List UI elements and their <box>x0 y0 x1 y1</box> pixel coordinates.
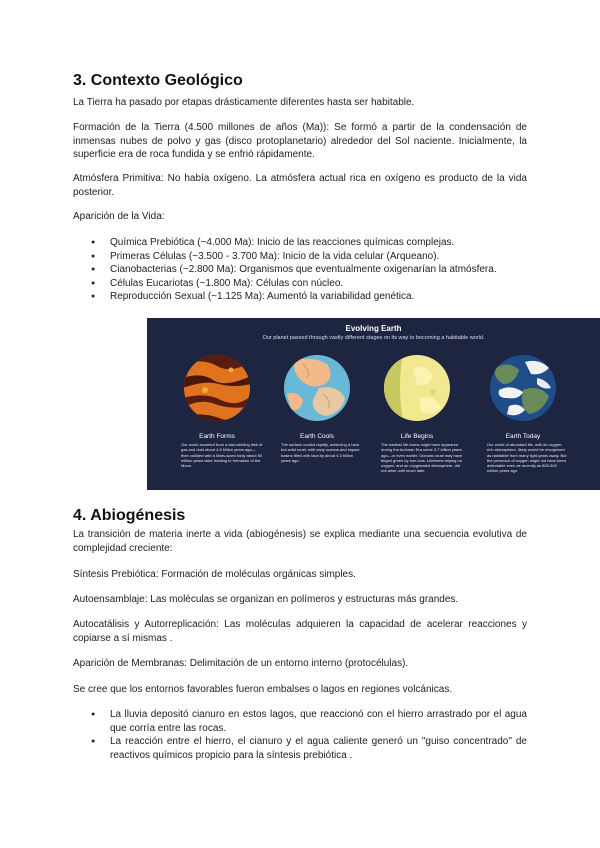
section-3-heading: 3. Contexto Geológico <box>73 72 243 89</box>
evolving-earth-figure <box>147 318 600 490</box>
planet-name: Life Begins <box>400 433 434 440</box>
sintesis-paragraph: Síntesis Prebiótica: Formación de moléculas orgánicas simples. <box>73 569 356 580</box>
list-item: ● Reproducción Sexual (~1.125 Ma): Aumentó la variabilidad genética. <box>73 290 527 304</box>
figure-subtitle: Our planet passed through vastly different stages on its way to becoming a habitable world. <box>262 335 485 341</box>
planet-name: Earth Forms <box>199 433 235 440</box>
aparicion-label: Aparición de la Vida: <box>73 211 165 222</box>
planet-name: Earth Today <box>505 433 541 440</box>
list-item: ● Química Prebiótica (~4.000 Ma): Inicio de las reacciones químicas complejas. <box>73 236 527 250</box>
planet-life-begins-image <box>383 354 451 422</box>
list-item: ● Cianobacterias (~2.800 Ma): Organismos que eventualmente oxigenarían la atmósfera. <box>73 263 527 277</box>
section-3-intro: La Tierra ha pasado por etapas drásticamente diferentes hasta ser habitable. <box>73 97 415 108</box>
list-item: ● La lluvia depositó cianuro en estos lagos, que reaccionó con el hierro arrastrado por el agua que corría entre las rocas. <box>73 708 527 735</box>
life-timeline-list <box>73 236 527 304</box>
section-4-intro: La transición de materia inerte a vida (abiogénesis) se explica mediante una secuencia evolutiva de complejidad creciente: <box>73 529 527 554</box>
planet-description: The earliest life-forms might have appeared during the Archean Era some 3.7 billion years ago—or even earlier. Oceanic crust may have tinged green by iron ions. Lifeforms relying on oxygen, and an oxygenated atmosphere, did not arise until much later. <box>381 442 463 474</box>
autocatalisis-paragraph: Autocatálisis y Autorreplicación: Las moléculas adquieren la capacidad de acelerar reacciones y copiarse a sí mismas . <box>73 619 527 644</box>
membranas-paragraph: Aparición de Membranas: Delimitación de un entorno interno (protocélulas). <box>73 658 409 669</box>
planet-description: Our world of abundant life, with its oxygen-rich atmosphere, likely would be recognized as habitable from many light-years away. But the presence of oxygen might not have been detectable even as recently as 800-500 million years ago. <box>487 442 567 474</box>
planet-earth-forms-image <box>183 354 251 422</box>
list-item: ● Células Eucariotas (~1.800 Ma): Células con núcleo. <box>73 277 527 291</box>
planet-description: The surface cooled rapidly, achieving a hard but solid crust, with early oceans and impact basins filled with lava by about 4.3 billion years ago. <box>281 442 360 463</box>
list-item: ● La reacción entre el hierro, el cianuro y el agua caliente generó un "guiso concentrado" de reactivos químicos propicio para la síntesis prebiótica . <box>73 735 527 762</box>
list-item: ● Primeras Células (~3.500 - 3.700 Ma): Inicio de la vida celular (Arqueano). <box>73 250 527 264</box>
figure-title: Evolving Earth <box>345 324 402 333</box>
atmosfera-paragraph: Atmósfera Primitiva: No había oxígeno. La atmósfera actual rica en oxígeno es producto de la vida posterior. <box>73 173 527 198</box>
planet-earth-cools-image <box>283 354 351 422</box>
planet-description: Our world accreted from a fast-whirling disk of gas and dust about 4.6 billion years ago—then collided with a Mars-sized body about 50 million years later, leading to formation of the Moon. <box>181 442 263 469</box>
planet-earth-today-image <box>489 354 557 422</box>
planet-name: Earth Cools <box>300 433 334 440</box>
section-4-heading: 4. Abiogénesis <box>73 507 186 524</box>
entornos-paragraph: Se cree que los entornos favorables fueron embalses o lagos en regiones volcánicas. <box>73 684 453 695</box>
autoensamblaje-paragraph: Autoensamblaje: Las moléculas se organizan en polímeros y estructuras más grandes. <box>73 594 459 605</box>
volcanic-lakes-list <box>73 708 527 762</box>
formacion-paragraph: Formación de la Tierra (4.500 millones de años (Ma)): Se formó a partir de la condensación de inmensas nubes de polvo y gas (disco protoplanetario) alrededor del Sol naciente. Inicialmente, la superficie era de roca fundida y se enfrió rápidamente. <box>73 122 527 160</box>
